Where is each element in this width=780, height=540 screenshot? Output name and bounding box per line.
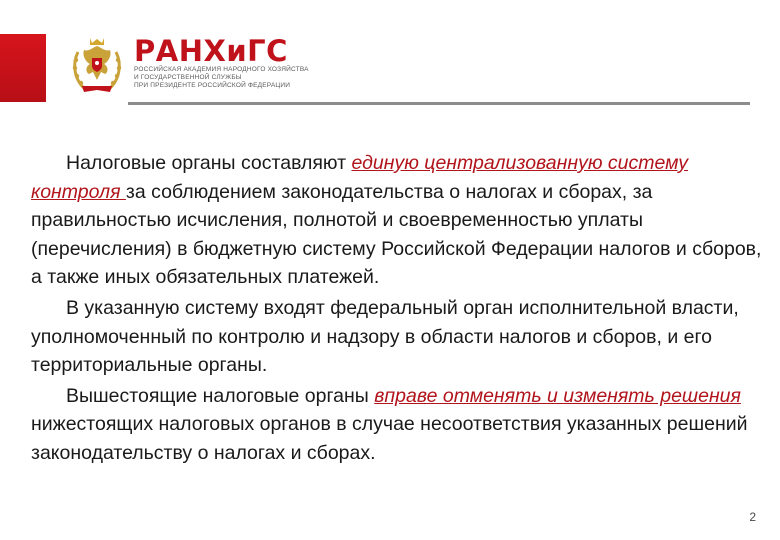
paragraph-3-end: нижестоящих налоговых органов в случае несоответствия указанных решений законодательству о налогах и сборах. (31, 413, 748, 464)
eagle-emblem-icon (70, 34, 124, 98)
page-number: 2 (749, 510, 756, 524)
logo-subtitle-line-1: РОССИЙСКАЯ АКАДЕМИЯ НАРОДНОГО ХОЗЯЙСТВА (134, 66, 309, 73)
slide-body (31, 149, 767, 468)
paragraph-1-highlight: единую централизованную систему контроля (31, 152, 689, 203)
accent-bar (0, 34, 46, 102)
logo-subtitle-line-2: И ГОСУДАРСТВЕННОЙ СЛУЖБЫ (134, 74, 242, 81)
header-divider (128, 102, 750, 105)
paragraph-3-start: Вышестоящие налоговые органы (66, 384, 375, 407)
brand-name: РАНХиГС (134, 34, 288, 68)
paragraph-1-start: Налоговые органы составляют (66, 152, 352, 174)
logo-subtitle-line-3: ПРИ ПРЕЗИДЕНТЕ РОССИЙСКОЙ ФЕДЕРАЦИИ (134, 82, 291, 89)
logo-block (134, 36, 314, 90)
paragraph-2: В указанную систему входят федеральный орган исполнительной власти, уполномоченный по контролю и надзору в области налогов и сборов, и его территориальные органы. (31, 296, 739, 377)
paragraph-3 (31, 382, 767, 468)
paragraph-1-end: за соблюдением законодательства о налогах и сборах, за правильностью исчисления, полнотой и своевременностью уплаты (перечисления) в бюджетную систему Российской Федерации налогов и сборов, а также иных обязательных платежей. (31, 180, 762, 289)
paragraph-3-highlight: вправе отменять и изменять решения (374, 384, 741, 407)
paragraph-1 (31, 149, 767, 292)
